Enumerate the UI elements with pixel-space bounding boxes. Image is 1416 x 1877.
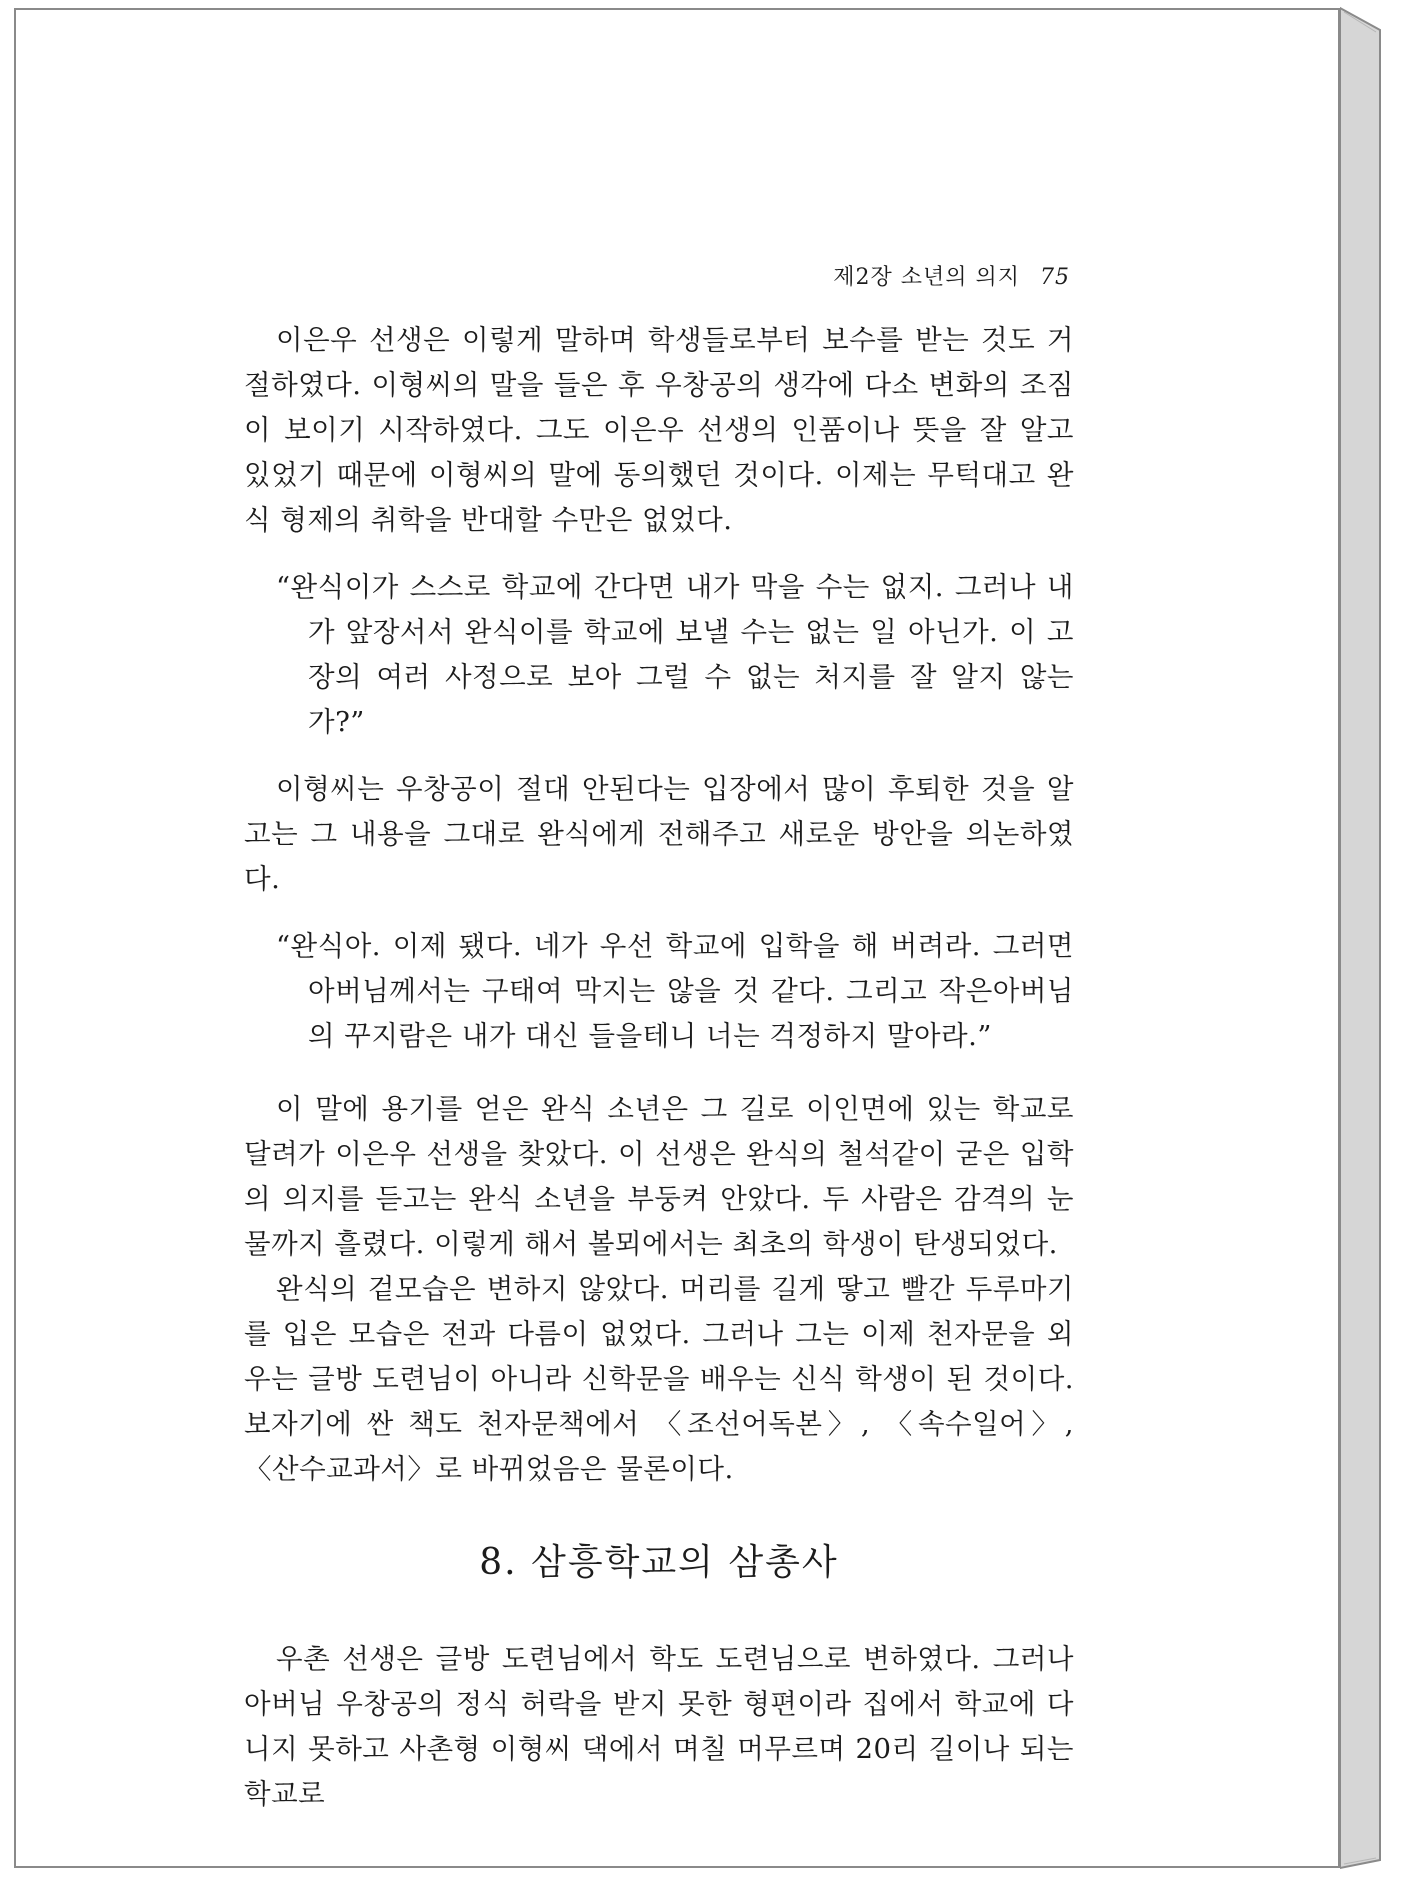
paragraph: 이은우 선생은 이렇게 말하며 학생들로부터 보수를 받는 것도 거절하였다. 이형씨의 말을 들은 후 우창공의 생각에 다소 변화의 조짐이 보이기 시작하였다. 그도 이은우 선생의 인품이나 뜻을 잘 알고 있었기 때문에 이형씨의 말에 동의했던 것이다. 이제는 무턱대고 완식 형제의 취학을 반대할 수만은 없었다. (244, 324, 1074, 536)
paragraph: 우촌 선생은 글방 도련님에서 학도 도련님으로 변하였다. 그러나 아버님 우창공의 정식 허락을 받지 못한 형편이라 집에서 학교에 다니지 못하고 사촌형 이형씨 댁에서 며칠 머무르며 20리 길이나 되는 학교로 (244, 1643, 1074, 1810)
quotation: “완식아. 이제 됐다. 네가 우선 학교에 입학을 해 버려라. 그러면 아버님께서는 구태여 막지는 않을 것 같다. 그리고 작은아버님의 꾸지람은 내가 대신 들을테니 너는 걱정하지 말아라.” (276, 930, 1074, 1052)
quotation: “완식이가 스스로 학교에 간다면 내가 막을 수는 없지. 그러나 내가 앞장서서 완식이를 학교에 보낼 수는 없는 일 아닌가. 이 고장의 여러 사정으로 보아 그럴 수 없는 처지를 잘 알지 않는가?” (276, 571, 1074, 738)
paragraph: 완식의 겉모습은 변하지 않았다. 머리를 길게 땋고 빨간 두루마기를 입은 모습은 전과 다름이 없었다. 그러나 그는 이제 천자문을 외우는 글방 도련님이 아니라 신학문을 배우는 신식 학생이 된 것이다. 보자기에 싼 책도 천자문책에서 〈조선어독본〉, 〈속수일어〉, 〈산수교과서〉로 바뀌었음은 물론이다. (244, 1273, 1074, 1485)
book-page-edges (1340, 0, 1402, 1877)
running-head (760, 260, 1070, 291)
paragraph: 이 말에 용기를 얻은 완식 소년은 그 길로 이인면에 있는 학교로 달려가 이은우 선생을 찾았다. 이 선생은 완식의 철석같이 굳은 입학의 의지를 듣고는 완식 소년을 부둥켜 안았다. 두 사람은 감격의 눈물까지 흘렸다. 이렇게 해서 볼뫼에서는 최초의 학생이 탄생되었다. (244, 1093, 1074, 1260)
page-number: 75 (1040, 265, 1070, 290)
chapter-title: 제2장 소년의 의지 (833, 265, 1020, 290)
body-text (244, 318, 1074, 1817)
section-title: 8. 삼흥학교의 삼총사 (479, 1542, 839, 1583)
paragraph: 이형씨는 우창공이 절대 안된다는 입장에서 많이 후퇴한 것을 알고는 그 내용을 그대로 완식에게 전해주고 새로운 방안을 의논하였다. (244, 773, 1074, 895)
